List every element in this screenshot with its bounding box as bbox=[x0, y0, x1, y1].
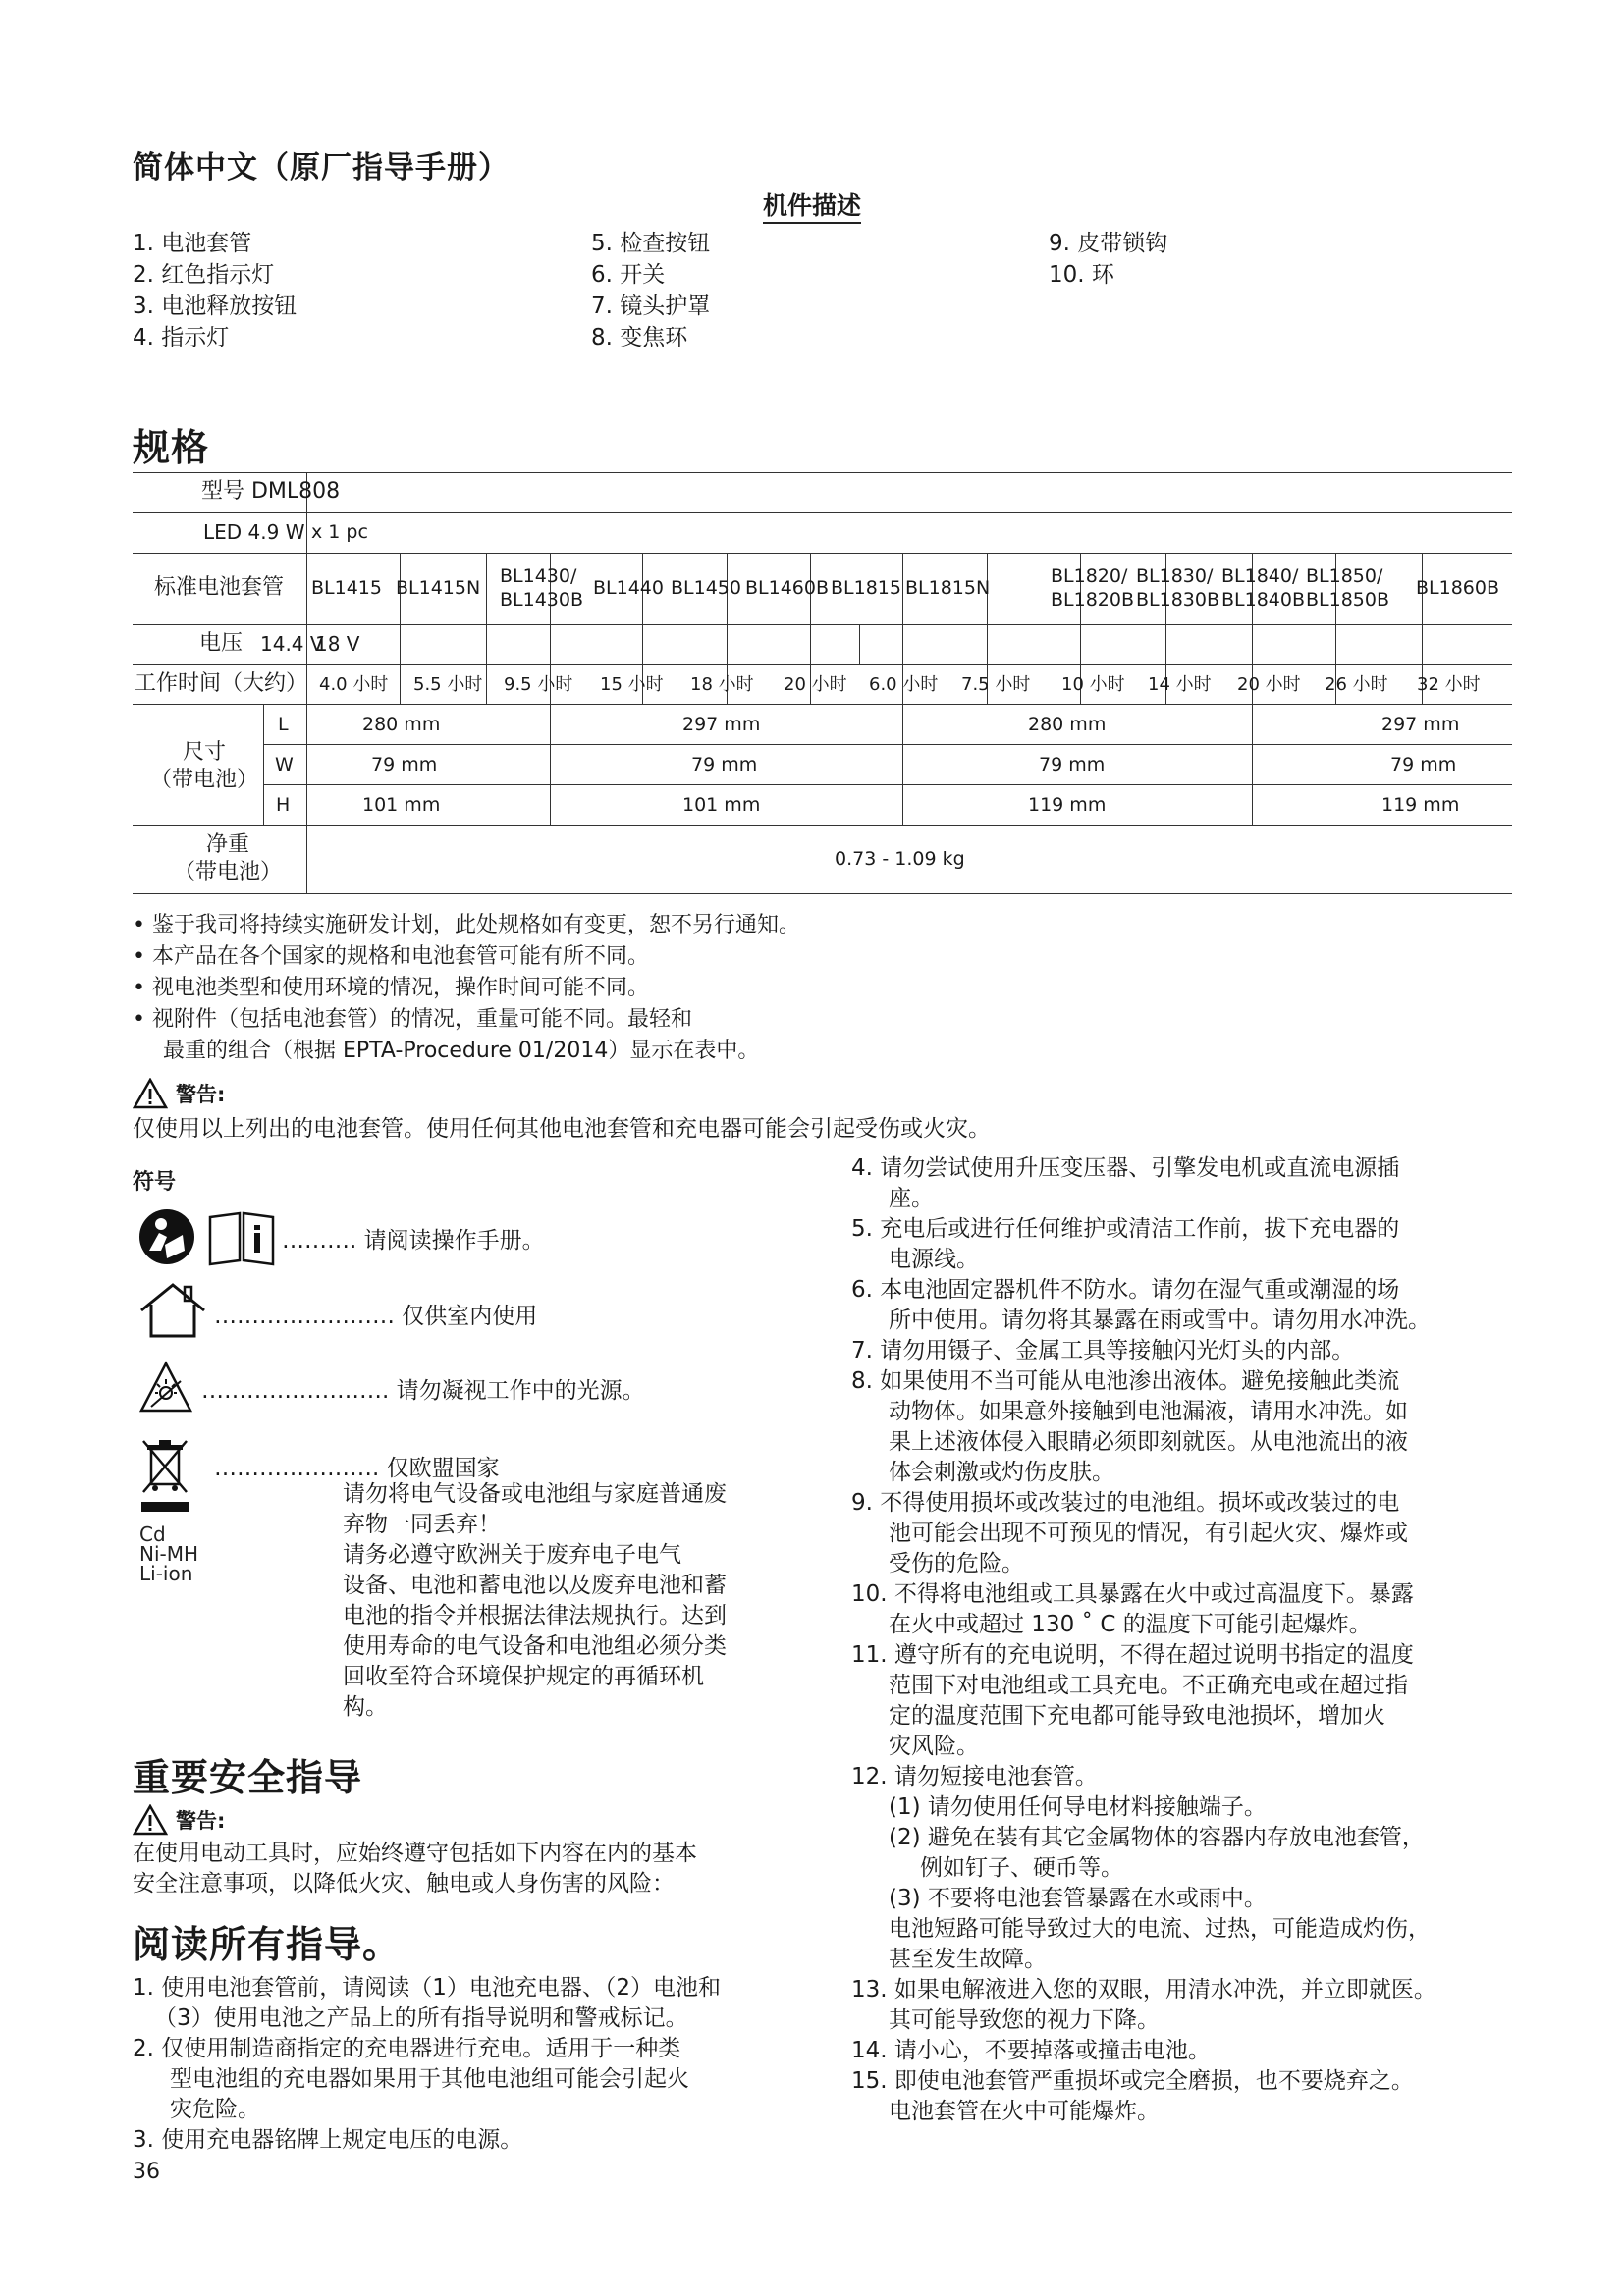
safety-item: 3. 使用充电器铭牌上规定电压的电源。 bbox=[133, 2127, 523, 2153]
safety-item: 6. 本电池固定器机件不防水。请勿在湿气重或潮湿的场 bbox=[851, 1277, 1400, 1303]
safety-item: 4. 请勿尝试使用升压变压器、引擎发电机或直流电源插 bbox=[851, 1155, 1400, 1181]
dimension-value: 280 mm bbox=[362, 714, 441, 735]
safety-item: 15. 即使电池套管严重损坏或完全磨损，也不要烧弃之。 bbox=[851, 2068, 1414, 2094]
dimension-value: 79 mm bbox=[1039, 754, 1106, 775]
part-item: 6. 开关 bbox=[591, 262, 666, 288]
dimension-axis: W bbox=[275, 754, 294, 775]
battery-model: BL1860B bbox=[1416, 577, 1500, 599]
page-number: 36 bbox=[133, 2160, 160, 2184]
part-item: 9. 皮带锁钩 bbox=[1049, 231, 1168, 256]
safety-item: 13. 如果电解液进入您的双眼，用清水冲洗，并立即就医。 bbox=[851, 1977, 1436, 2002]
eu-line: 设备、电池和蓄电池以及废弃电池和蓄 bbox=[343, 1573, 727, 1598]
battery-model: BL1815 bbox=[831, 577, 901, 599]
symbol-indoor-text: …………………… 仅供室内使用 bbox=[214, 1304, 538, 1329]
dimensions-label: 尺寸 （带电池） bbox=[150, 740, 259, 792]
eu-line: 构。 bbox=[343, 1694, 388, 1720]
runtime-value: 15 小时 bbox=[600, 674, 664, 695]
mark-liion: Li-ion bbox=[139, 1562, 193, 1585]
voltage-18v: 18 V bbox=[315, 632, 360, 656]
eu-line: 使用寿命的电气设备和电池组必须分类 bbox=[343, 1633, 727, 1659]
safety-item: 果上述液体侵入眼睛必须即刻就医。从电池流出的液 bbox=[889, 1429, 1408, 1455]
part-item: 1. 电池套管 bbox=[133, 231, 252, 256]
runtime-value: 5.5 小时 bbox=[413, 674, 483, 695]
runtime-label: 工作时间（大约） bbox=[135, 671, 308, 696]
spec-table bbox=[133, 472, 1512, 894]
page-title: 简体中文（原厂指导手册） bbox=[133, 150, 510, 186]
parts-heading bbox=[0, 187, 1624, 222]
led-label: LED 4.9 W bbox=[203, 520, 305, 544]
runtime-value: 6.0 小时 bbox=[869, 674, 939, 695]
safety-warning-heading bbox=[133, 1804, 225, 1836]
spec-notes bbox=[133, 910, 800, 1067]
dimension-axis: L bbox=[278, 714, 289, 735]
runtime-value: 32 小时 bbox=[1417, 674, 1481, 695]
safety-item: 甚至发生故障。 bbox=[889, 1947, 1047, 1972]
note-item: 最重的组合（根据 EPTA-Procedure 01/2014）显示在表中。 bbox=[163, 1039, 760, 1063]
battery-model: BL1415 bbox=[311, 577, 382, 599]
dimension-value: 297 mm bbox=[682, 714, 761, 735]
part-item: 8. 变焦环 bbox=[591, 325, 688, 350]
battery-model: BL1460B bbox=[745, 577, 830, 599]
eu-line: 弃物一同丢弃！ bbox=[343, 1512, 501, 1537]
read-manual-icon bbox=[137, 1207, 196, 1266]
note-item: • 视附件（包括电池套管）的情况，重量可能不同。最轻和 bbox=[133, 1007, 692, 1032]
safety-item: 8. 如果使用不当可能从电池渗出液体。避免接触此类流 bbox=[851, 1368, 1400, 1394]
safety-item: 7. 请勿用镊子、金属工具等接触闪光灯头的内部。 bbox=[851, 1338, 1355, 1363]
warning-label: 警告: bbox=[176, 1809, 226, 1833]
dimension-value: 79 mm bbox=[1390, 754, 1457, 775]
battery-model: BL1440 bbox=[593, 577, 664, 599]
safety-item: 电池短路可能导致过大的电流、过热，可能造成灼伤， bbox=[889, 1916, 1431, 1942]
runtime-value: 4.0 小时 bbox=[319, 674, 389, 695]
dimension-value: 119 mm bbox=[1028, 794, 1107, 816]
weight-value: 0.73 - 1.09 kg bbox=[835, 848, 965, 870]
weight-label: 净重 （带电池） bbox=[174, 832, 283, 884]
warning-heading bbox=[133, 1078, 225, 1109]
safety-item: (1) 请勿使用任何导电材料接触端子。 bbox=[889, 1794, 1267, 1820]
parts-list-col2 bbox=[591, 228, 710, 353]
dimension-value: 101 mm bbox=[682, 794, 761, 816]
eu-line: 请务必遵守欧洲关于废弃电子电气 bbox=[343, 1542, 681, 1568]
runtime-value: 20 小时 bbox=[1237, 674, 1301, 695]
warning-label: 警告: bbox=[176, 1083, 226, 1106]
safety-item: 体会刺激或灼伤皮肤。 bbox=[889, 1460, 1114, 1485]
runtime-value: 10 小时 bbox=[1061, 674, 1125, 695]
dimension-value: 79 mm bbox=[371, 754, 438, 775]
read-all-heading: 阅读所有指导。 bbox=[133, 1923, 402, 1966]
safety-warning-text bbox=[133, 1839, 697, 1899]
note-item: • 视电池类型和使用环境的情况，操作时间可能不同。 bbox=[133, 976, 649, 1000]
dimension-value: 280 mm bbox=[1028, 714, 1107, 735]
battery-model: BL1840/ BL1840B bbox=[1221, 565, 1306, 611]
safety-item: 灾危险。 bbox=[170, 2097, 260, 2122]
manual-book-icon bbox=[206, 1211, 277, 1266]
safety-line: 安全注意事项，以降低火灾、触电或人身伤害的风险： bbox=[133, 1871, 675, 1896]
parts-list-col1 bbox=[133, 228, 297, 353]
safety-item: 范围下对电池组或工具充电。不正确充电或在超过指 bbox=[889, 1673, 1408, 1698]
warning-icon bbox=[133, 1078, 168, 1109]
safety-item: 12. 请勿短接电池套管。 bbox=[851, 1764, 1098, 1789]
battery-model: BL1415N bbox=[396, 577, 481, 599]
parts-list-col3 bbox=[1049, 228, 1167, 291]
model-label: 型号 DML808 bbox=[201, 479, 341, 504]
warning-icon bbox=[133, 1804, 168, 1836]
symbol-no-stare-text: ……………………. 请勿凝视工作中的光源。 bbox=[201, 1378, 645, 1404]
safety-item: 例如钉子、硬币等。 bbox=[920, 1855, 1123, 1881]
safety-item: 其可能导致您的视力下降。 bbox=[889, 2007, 1160, 2033]
battery-model: BL1820/ BL1820B bbox=[1051, 565, 1135, 611]
warning-text: 仅使用以上列出的电池套管。使用任何其他电池套管和充电器可能会引起受伤或火灾。 bbox=[133, 1116, 991, 1142]
eu-line: 电池的指令并根据法律法规执行。达到 bbox=[343, 1603, 727, 1629]
mark-cd: Cd bbox=[139, 1522, 166, 1546]
dimension-value: 101 mm bbox=[362, 794, 441, 816]
safety-item: 型电池组的充电器如果用于其他电池组可能会引起火 bbox=[170, 2066, 689, 2092]
safety-item: 受伤的危险。 bbox=[889, 1551, 1024, 1576]
safety-item: 池可能会出现不可预见的情况，有引起火灾、爆炸或 bbox=[889, 1521, 1408, 1546]
note-item: • 鉴于我司将持续实施研发计划，此处规格如有变更，恕不另行通知。 bbox=[133, 913, 800, 937]
dimension-axis: H bbox=[276, 794, 291, 816]
weee-bin-icon bbox=[137, 1435, 192, 1520]
indoor-house-icon bbox=[137, 1281, 208, 1340]
battery-model: BL1815N bbox=[905, 577, 991, 599]
runtime-value: 14 小时 bbox=[1148, 674, 1212, 695]
battery-model: BL1830/ BL1830B bbox=[1136, 565, 1220, 611]
safety-heading: 重要安全指导 bbox=[133, 1756, 363, 1799]
battery-chemistry-marks bbox=[139, 1524, 198, 1583]
safety-item: 在火中或超过 130 ˚ C 的温度下可能引起爆炸。 bbox=[889, 1612, 1372, 1637]
safety-item: （3）使用电池之产品上的所有指导说明和警戒标记。 bbox=[154, 2005, 688, 2031]
safety-item: 9. 不得使用损坏或改装过的电池组。损坏或改装过的电 bbox=[851, 1490, 1400, 1516]
part-item: 5. 检查按钮 bbox=[591, 231, 711, 256]
part-item: 7. 镜头护罩 bbox=[591, 294, 711, 319]
part-item: 4. 指示灯 bbox=[133, 325, 230, 350]
safety-item: 5. 充电后或进行任何维护或清洁工作前，拔下充电器的 bbox=[851, 1216, 1400, 1242]
safety-list-left bbox=[133, 1973, 721, 2156]
no-stare-light-icon bbox=[137, 1360, 194, 1416]
runtime-value: 9.5 小时 bbox=[504, 674, 573, 695]
safety-item: 1. 使用电池套管前，请阅读（1）电池充电器、（2）电池和 bbox=[133, 1975, 722, 2001]
part-item: 3. 电池释放按钮 bbox=[133, 294, 298, 319]
safety-item: 电源线。 bbox=[889, 1247, 979, 1272]
dimension-value: 119 mm bbox=[1381, 794, 1460, 816]
safety-item: 11. 遵守所有的充电说明，不得在超过说明书指定的温度 bbox=[851, 1642, 1414, 1668]
safety-item: 2. 仅使用制造商指定的充电器进行充电。适用于一种类 bbox=[133, 2036, 681, 2061]
runtime-value: 20 小时 bbox=[784, 674, 847, 695]
battery-model: BL1430/ BL1430B bbox=[500, 565, 584, 611]
runtime-value: 7.5 小时 bbox=[961, 674, 1031, 695]
safety-item: 灾风险。 bbox=[889, 1734, 979, 1759]
safety-item: 动物体。如果意外接触到电池漏液，请用水冲洗。如 bbox=[889, 1399, 1408, 1424]
battery-model: BL1850/ BL1850B bbox=[1306, 565, 1390, 611]
led-value: x 1 pc bbox=[311, 521, 368, 543]
symbol-eu-text: …………………. 仅欧盟国家 bbox=[214, 1456, 500, 1481]
voltage-14v: 14.4 V bbox=[260, 632, 324, 656]
mark-nimh: Ni-MH bbox=[139, 1542, 199, 1566]
parts-heading-text: 机件描述 bbox=[763, 191, 861, 224]
specs-heading: 规格 bbox=[133, 426, 210, 469]
eu-line: 回收至符合环境保护规定的再循环机 bbox=[343, 1664, 704, 1689]
safety-line: 在使用电动工具时，应始终遵守包括如下内容在内的基本 bbox=[133, 1841, 697, 1866]
dimension-value: 79 mm bbox=[691, 754, 758, 775]
eu-line: 请勿将电气设备或电池组与家庭普通废 bbox=[343, 1481, 727, 1507]
safety-item: 10. 不得将电池组或工具暴露在火中或过高温度下。暴露 bbox=[851, 1581, 1414, 1607]
battery-model: BL1450 bbox=[671, 577, 741, 599]
eu-disposal-text bbox=[343, 1479, 727, 1723]
runtime-value: 26 小时 bbox=[1325, 674, 1388, 695]
safety-item: 座。 bbox=[889, 1186, 934, 1211]
safety-item: 所中使用。请勿将其暴露在雨或雪中。请勿用水冲洗。 bbox=[889, 1308, 1431, 1333]
safety-list-right bbox=[851, 1153, 1519, 2127]
safety-item: 定的温度范围下充电都可能导致电池损坏，增加火 bbox=[889, 1703, 1385, 1729]
safety-item: (3) 不要将电池套管暴露在水或雨中。 bbox=[889, 1886, 1267, 1911]
part-item: 10. 环 bbox=[1049, 262, 1114, 288]
safety-item: (2) 避免在装有其它金属物体的容器内存放电池套管， bbox=[889, 1825, 1425, 1850]
dimension-value: 297 mm bbox=[1381, 714, 1460, 735]
runtime-value: 18 小时 bbox=[690, 674, 754, 695]
safety-item: 14. 请小心，不要掉落或撞击电池。 bbox=[851, 2038, 1211, 2063]
voltage-label: 电压 bbox=[199, 631, 244, 656]
symbol-read-manual-text: ………. 请阅读操作手册。 bbox=[282, 1228, 545, 1254]
battery-label: 标准电池套管 bbox=[154, 575, 285, 600]
symbols-heading: 符号 bbox=[133, 1170, 177, 1195]
note-item: • 本产品在各个国家的规格和电池套管可能有所不同。 bbox=[133, 944, 649, 969]
safety-item: 电池套管在火中可能爆炸。 bbox=[889, 2099, 1160, 2124]
part-item: 2. 红色指示灯 bbox=[133, 262, 275, 288]
